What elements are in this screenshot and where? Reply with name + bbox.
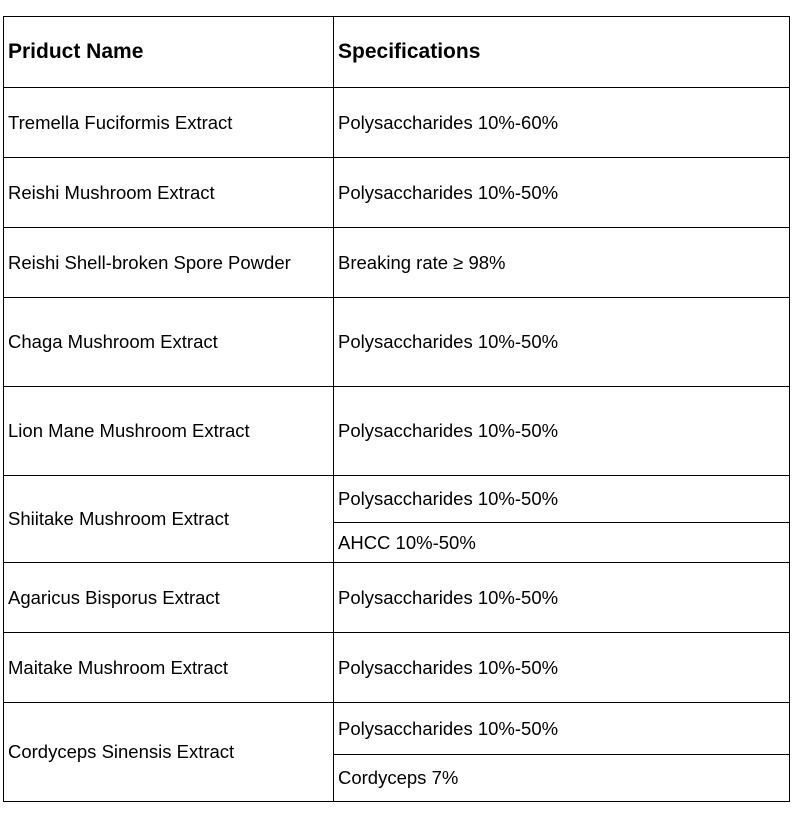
product-name-cell: Reishi Mushroom Extract xyxy=(4,158,334,228)
table-row xyxy=(4,88,790,158)
table-row xyxy=(4,476,790,523)
specification-cell: Polysaccharides 10%-50% xyxy=(334,298,790,387)
product-name-cell: Cordyceps Sinensis Extract xyxy=(4,703,334,802)
header-product-name: Priduct Name xyxy=(4,17,334,88)
product-name-cell: Chaga Mushroom Extract xyxy=(4,298,334,387)
product-name-cell: Tremella Fuciformis Extract xyxy=(4,88,334,158)
specification-cell: Breaking rate ≥ 98% xyxy=(334,228,790,298)
product-name-cell: Shiitake Mushroom Extract xyxy=(4,476,334,563)
table-row xyxy=(4,228,790,298)
product-name-cell: Agaricus Bisporus Extract xyxy=(4,563,334,633)
product-spec-table xyxy=(3,16,790,802)
table-row xyxy=(4,703,790,755)
table-row xyxy=(4,298,790,387)
table-row xyxy=(4,633,790,703)
table-row xyxy=(4,158,790,228)
specification-cell: AHCC 10%-50% xyxy=(334,523,790,563)
product-name-cell: Reishi Shell-broken Spore Powder xyxy=(4,228,334,298)
specification-cell: Polysaccharides 10%-60% xyxy=(334,88,790,158)
specification-cell: Polysaccharides 10%-50% xyxy=(334,563,790,633)
table-row xyxy=(4,387,790,476)
product-name-cell: Maitake Mushroom Extract xyxy=(4,633,334,703)
table-header-row xyxy=(4,17,790,88)
header-specifications: Specifications xyxy=(334,17,790,88)
specification-cell: Polysaccharides 10%-50% xyxy=(334,703,790,755)
specification-cell: Cordyceps 7% xyxy=(334,755,790,802)
product-name-cell: Lion Mane Mushroom Extract xyxy=(4,387,334,476)
specification-cell: Polysaccharides 10%-50% xyxy=(334,387,790,476)
specification-cell: Polysaccharides 10%-50% xyxy=(334,158,790,228)
specification-cell: Polysaccharides 10%-50% xyxy=(334,633,790,703)
specification-cell: Polysaccharides 10%-50% xyxy=(334,476,790,523)
table-row xyxy=(4,563,790,633)
